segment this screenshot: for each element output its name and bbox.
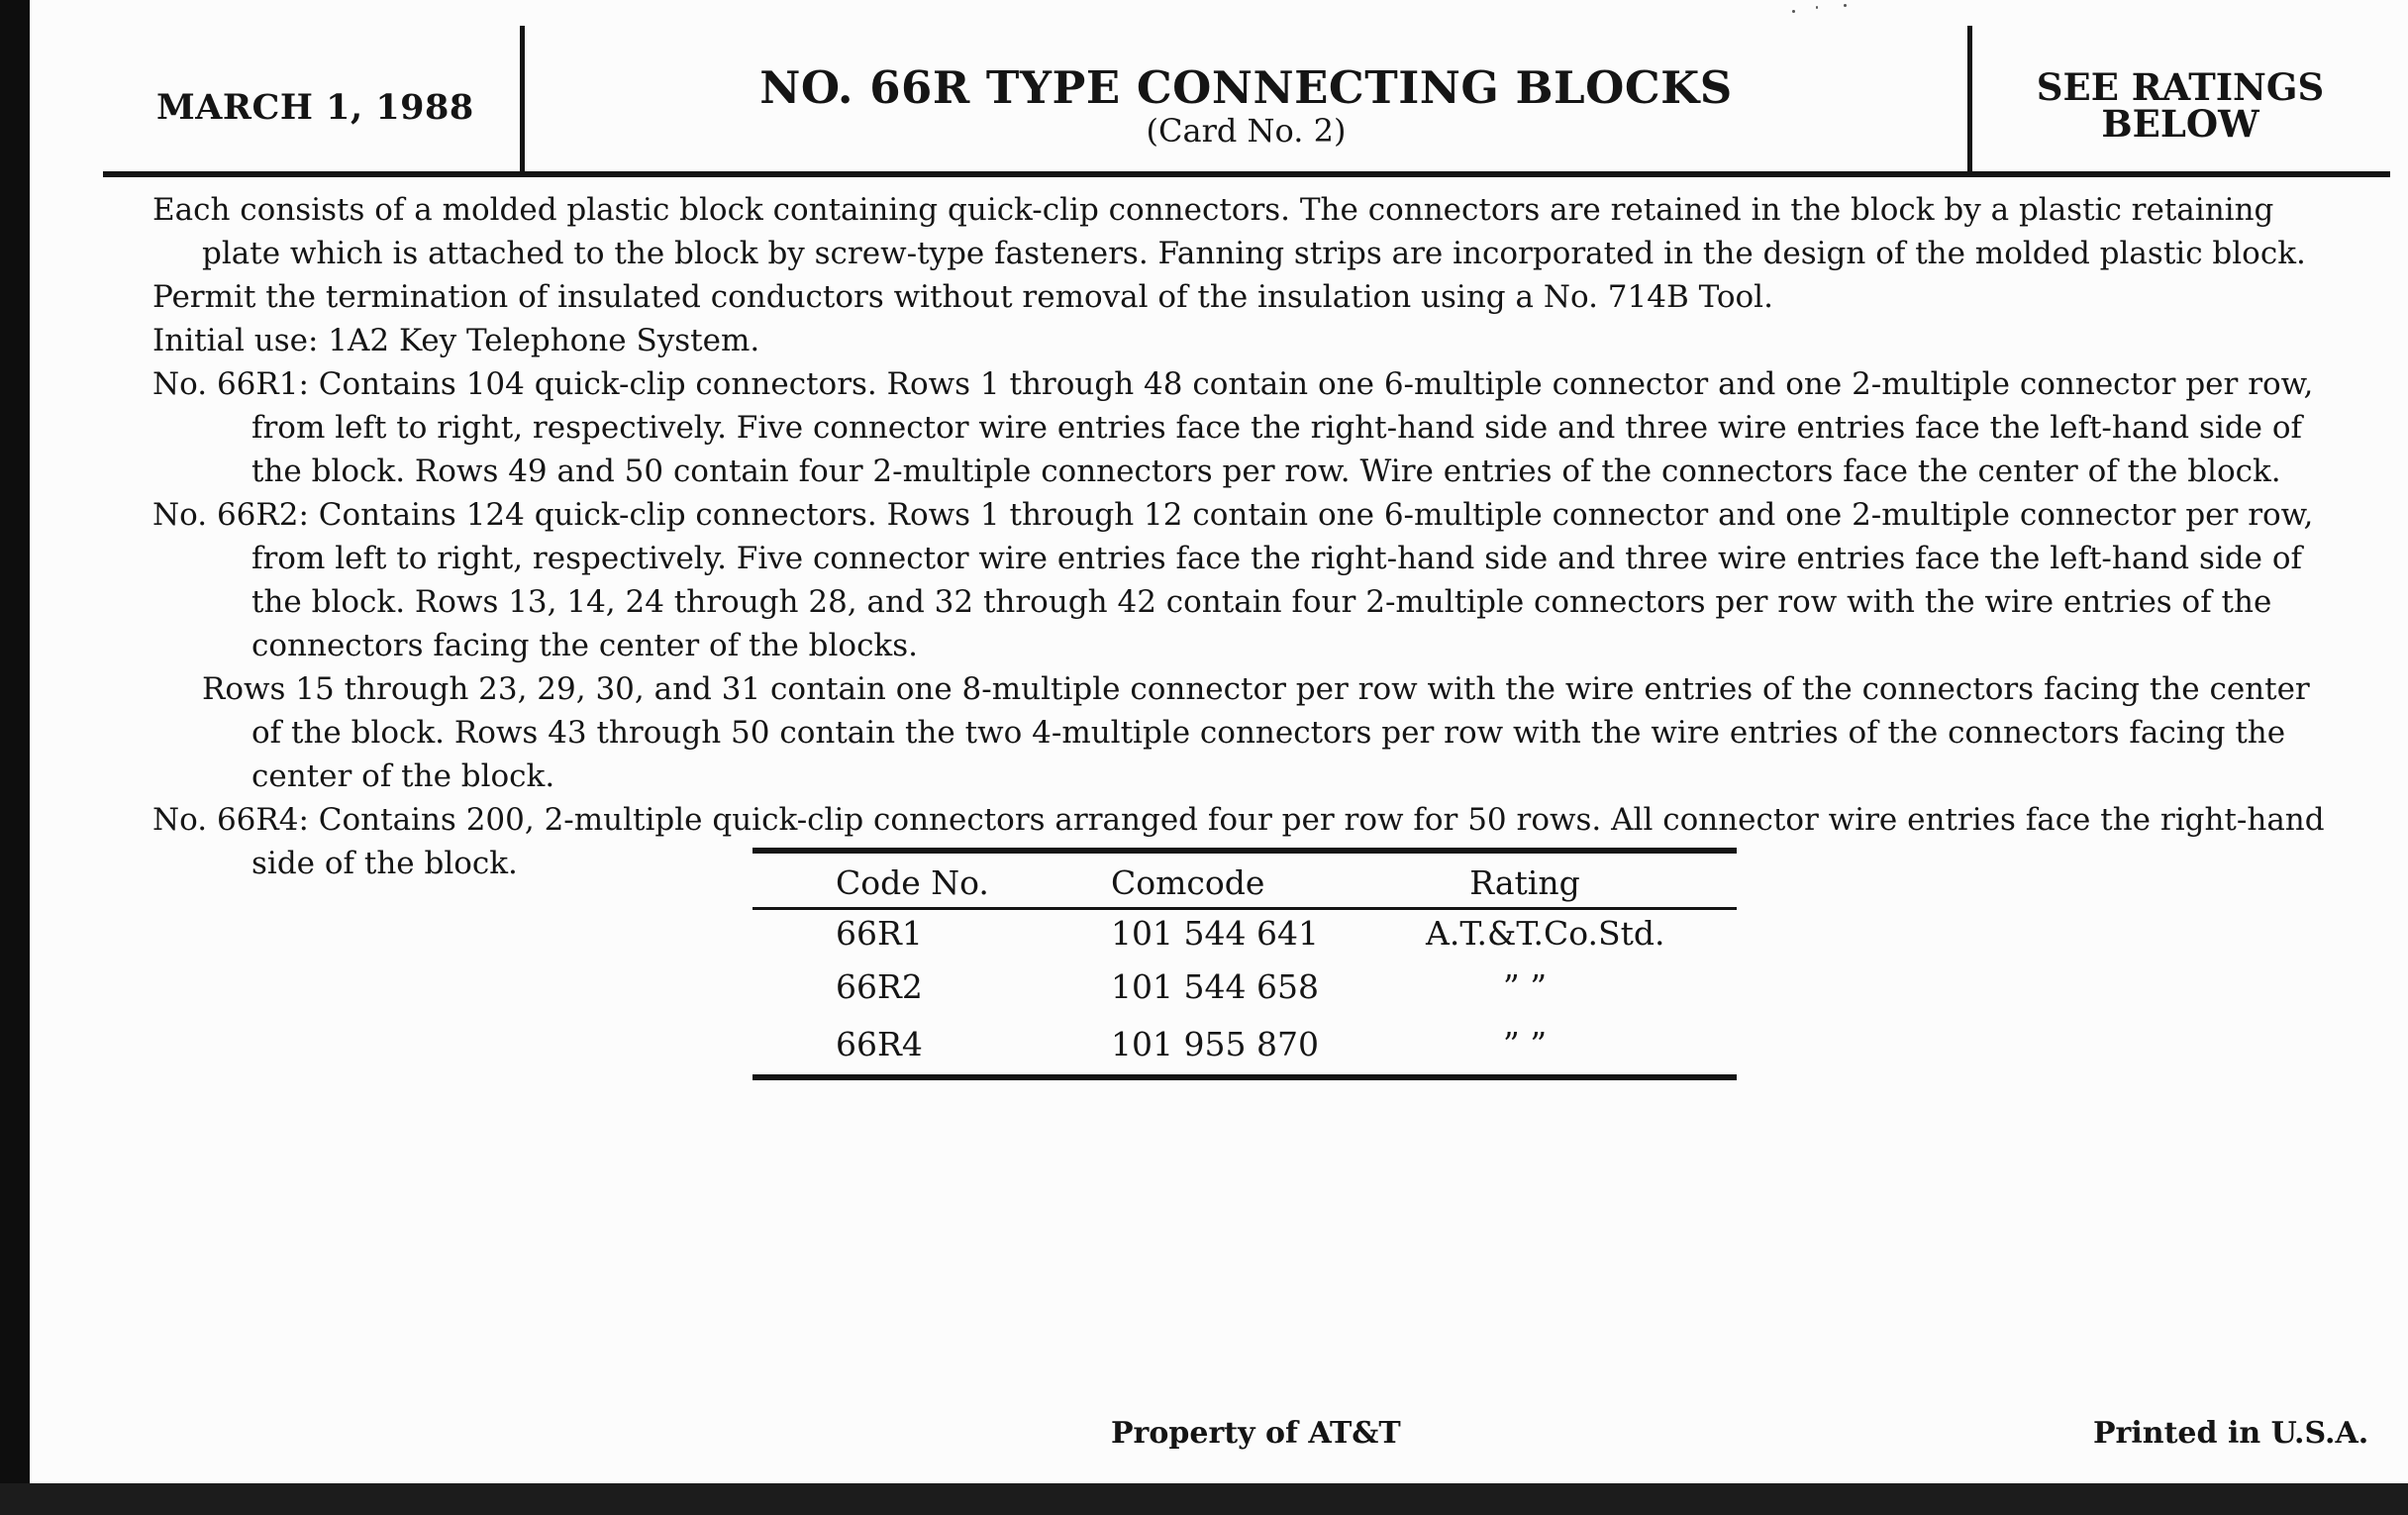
catalog-card — [30, 0, 2408, 1483]
scan-bottom-edge — [0, 1483, 2408, 1515]
cell-code: 66R2 — [836, 967, 923, 1006]
column-header-code: Code No. — [836, 863, 989, 902]
paragraph-66r2: No. 66R2: Contains 124 quick-clip connectors. Rows 1 through 12 contain one 6-multiple connector and one 2-multiple connector per row, from left to right, respectively. Five connector wire entries face the right-hand side and three wire entries face the left-hand side of the block. Rows 13, 14, 24 through 28, and 32 through 42 contain four 2-multiple connectors per row with the wire entries of the connectors facing the center of the blocks. — [152, 497, 2314, 663]
table-bottom-rule — [752, 1074, 1737, 1080]
scan-speck — [1844, 4, 1847, 7]
paragraph-66r1: No. 66R1: Contains 104 quick-clip connectors. Rows 1 through 48 contain one 6-multiple connector and one 2-multiple connector per row, from left to right, respectively. Five connector wire entries face the right-hand side and three wire entries face the left-hand side of the block. Rows 49 and 50 contain four 2-multiple connectors per row. Wire entries of the connectors face the center of the block. — [152, 366, 2314, 489]
paragraph-66r2-continued: Rows 15 through 23, 29, 30, and 31 contain one 8-multiple connector per row with the wire entries of the connectors facing the center of the block. Rows 43 through 50 contain the two 4-multiple connectors per row with the wire entries of the connectors facing the center of the block. — [202, 671, 2310, 794]
table-header-row — [752, 854, 1737, 907]
paragraph-termination: Permit the termination of insulated conductors without removal of the insulation using a No. 714B Tool. — [152, 279, 1773, 315]
cell-code: 66R4 — [836, 1025, 923, 1063]
issue-date: MARCH 1, 1988 — [156, 87, 474, 128]
printed-notice: Printed in U.S.A. — [2093, 1416, 2369, 1451]
cell-comcode: 101 955 870 — [1111, 1025, 1319, 1063]
header-rule — [103, 171, 2390, 177]
column-header-comcode: Comcode — [1111, 863, 1265, 902]
paragraph-construction: Each consists of a molded plastic block containing quick-clip connectors. The connectors are retained in the block by a plastic retaining plate which is attached to the block by screw-type fasteners. Fanning strips are incorporated in the design of the molded plastic block. — [152, 192, 2306, 271]
scan-speck — [1792, 10, 1795, 13]
scan-speck — [1816, 6, 1818, 9]
description-body — [152, 188, 2345, 885]
table-row — [752, 958, 1737, 1015]
ratings-table — [752, 848, 1737, 1080]
cell-rating: ” ” — [1502, 1025, 1548, 1063]
scan-left-edge — [0, 0, 30, 1515]
cell-code: 66R1 — [836, 914, 923, 953]
card-title: NO. 66R TYPE CONNECTING BLOCKS — [759, 61, 1733, 114]
cell-rating: A.T.&T.Co.Std. — [1426, 914, 1665, 953]
table-row — [752, 910, 1737, 958]
paragraph-initial-use: Initial use: 1A2 Key Telephone System. — [152, 323, 760, 358]
cell-comcode: 101 544 658 — [1111, 967, 1319, 1006]
column-header-rating: Rating — [1469, 863, 1580, 902]
rating-note-line-2: BELOW — [2101, 102, 2259, 146]
rating-note — [1972, 65, 2388, 146]
cell-rating: ” ” — [1502, 967, 1548, 1006]
rating-note-line-1: SEE RATINGS — [2036, 65, 2325, 109]
table-row — [752, 1015, 1737, 1074]
card-subtitle: (Card No. 2) — [1146, 112, 1347, 150]
property-notice: Property of AT&T — [1111, 1416, 1401, 1451]
paragraph-66r4: No. 66R4: Contains 200, 2-multiple quick-clip connectors arranged four per row for 50 rows. All connector wire entries face the right-hand side of the block. — [152, 802, 2325, 881]
cell-comcode: 101 544 641 — [1111, 914, 1319, 953]
